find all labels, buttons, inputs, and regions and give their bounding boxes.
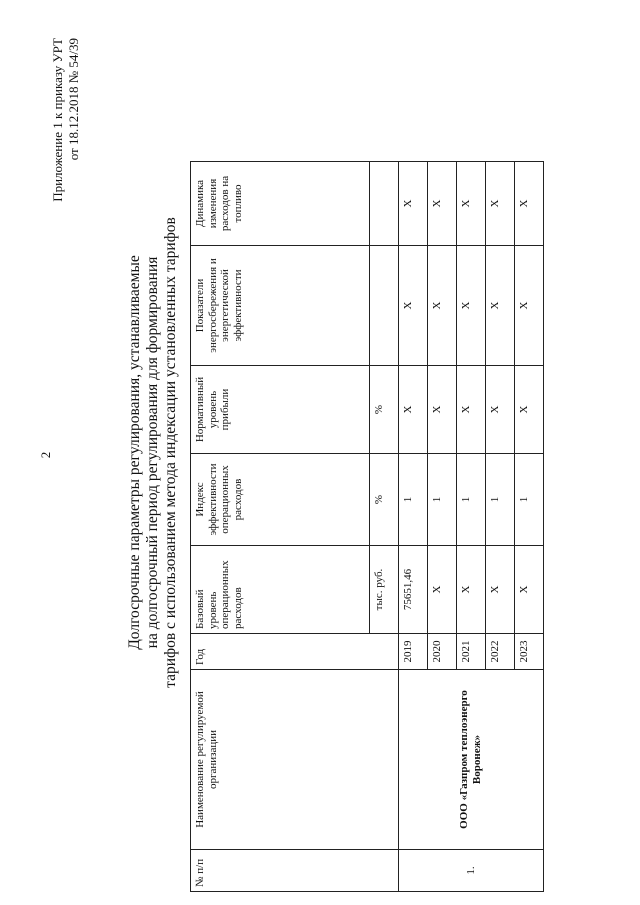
- cell-year: 2022: [486, 634, 515, 670]
- document-title-line-3: тарифов с использованием метода индексации установленных тарифов: [162, 217, 179, 688]
- cell-year: 2020: [428, 634, 457, 670]
- unit-profit-level: %: [370, 366, 399, 454]
- cell-energy-saving: Х: [399, 246, 428, 366]
- cell-base-opex: 75651,46: [399, 546, 428, 634]
- cell-efficiency-index: 1: [515, 454, 544, 546]
- cell-efficiency-index: 1: [428, 454, 457, 546]
- cell-energy-saving: Х: [486, 246, 515, 366]
- header-base-opex: Базовый уровень операционных расходов: [191, 546, 370, 634]
- header-efficiency-index: Индекс эффективности операционных расходов: [191, 454, 370, 546]
- header-energy-saving: Показатели энергосбережения и энергетической эффективности: [191, 246, 370, 366]
- cell-base-opex: Х: [428, 546, 457, 634]
- cell-year: 2021: [457, 634, 486, 670]
- document-title-line-2: на долгосрочный период регулирования для формирования: [144, 256, 161, 649]
- cell-efficiency-index: 1: [486, 454, 515, 546]
- unit-energy-saving: [370, 246, 399, 366]
- cell-profit-level: Х: [457, 366, 486, 454]
- appendix-order-date: от 18.12.2018 № 54/39: [66, 38, 81, 161]
- header-organization: Наименование регулируемой организации: [191, 670, 399, 850]
- cell-fuel-dynamics: Х: [515, 162, 544, 246]
- cell-fuel-dynamics: Х: [486, 162, 515, 246]
- cell-year: 2019: [399, 634, 428, 670]
- cell-profit-level: Х: [428, 366, 457, 454]
- cell-year: 2023: [515, 634, 544, 670]
- unit-fuel-dynamics: [370, 162, 399, 246]
- document-title-line-1: Долгосрочные параметры регулирования, устанавливаемые: [126, 255, 143, 650]
- cell-efficiency-index: 1: [399, 454, 428, 546]
- unit-base-opex: тыс. руб.: [370, 546, 399, 634]
- cell-efficiency-index: 1: [457, 454, 486, 546]
- header-row-number: № п/п: [191, 850, 399, 892]
- cell-fuel-dynamics: Х: [428, 162, 457, 246]
- regulation-parameters-table: [190, 161, 544, 892]
- cell-energy-saving: Х: [428, 246, 457, 366]
- cell-fuel-dynamics: Х: [399, 162, 428, 246]
- page-number: 2: [38, 451, 53, 459]
- table-row: [399, 162, 428, 892]
- cell-base-opex: Х: [457, 546, 486, 634]
- cell-energy-saving: Х: [515, 246, 544, 366]
- cell-fuel-dynamics: Х: [457, 162, 486, 246]
- row-number: 1.: [399, 850, 544, 892]
- cell-energy-saving: Х: [457, 246, 486, 366]
- cell-base-opex: Х: [515, 546, 544, 634]
- organization-name: ООО «Газпром теплоэнерго Воронеж»: [399, 670, 544, 850]
- cell-profit-level: Х: [515, 366, 544, 454]
- cell-profit-level: Х: [399, 366, 428, 454]
- table-header-row: [191, 162, 370, 892]
- cell-profit-level: Х: [486, 366, 515, 454]
- header-profit-level: Нормативный уровень прибыли: [191, 366, 370, 454]
- appendix-reference: Приложение 1 к приказу УРТ: [50, 38, 65, 202]
- unit-efficiency-index: %: [370, 454, 399, 546]
- header-year: Год: [191, 634, 399, 670]
- header-fuel-dynamics: Динамика изменения расходов на топливо: [191, 162, 370, 246]
- cell-base-opex: Х: [486, 546, 515, 634]
